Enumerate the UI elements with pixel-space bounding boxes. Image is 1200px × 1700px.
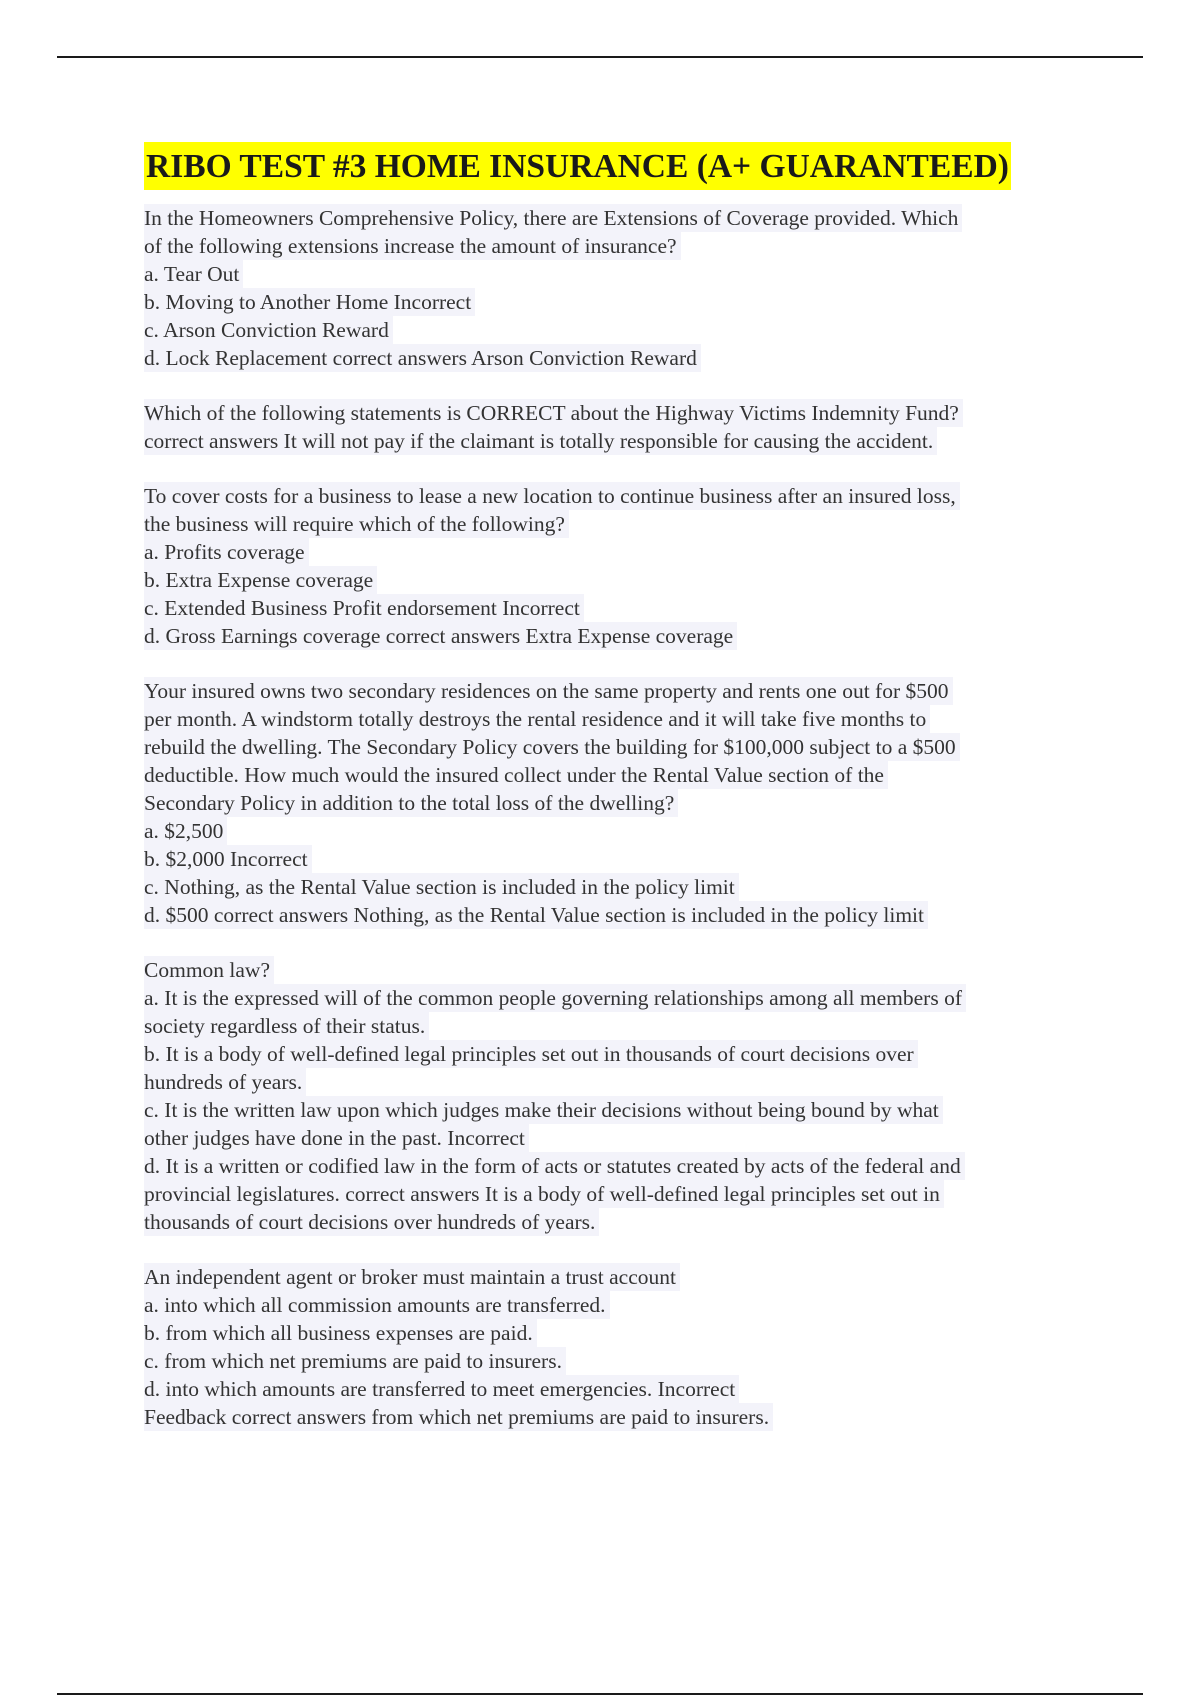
- text-line: the business will require which of the following?: [144, 510, 569, 538]
- text-line: a. into which all commission amounts are transferred.: [144, 1291, 610, 1319]
- text-line: deductible. How much would the insured collect under the Rental Value section of the: [144, 761, 888, 789]
- text-line: rebuild the dwelling. The Secondary Policy covers the building for $100,000 subject to a $500: [144, 733, 960, 761]
- text-line: To cover costs for a business to lease a new location to continue business after an insured loss,: [144, 482, 960, 510]
- text-line: In the Homeowners Comprehensive Policy, there are Extensions of Coverage provided. Which: [144, 204, 962, 232]
- text-line: Common law?: [144, 956, 274, 984]
- text-line: a. $2,500: [144, 817, 227, 845]
- text-line: b. from which all business expenses are paid.: [144, 1319, 537, 1347]
- text-line: a. It is the expressed will of the common people governing relationships among all members of: [144, 984, 966, 1012]
- text-line: An independent agent or broker must maintain a trust account: [144, 1263, 680, 1291]
- text-line: c. from which net premiums are paid to insurers.: [144, 1347, 566, 1375]
- question-block: [144, 677, 1084, 929]
- question-block: [144, 399, 1084, 455]
- question-block: [144, 204, 1084, 372]
- text-line: Your insured owns two secondary residences on the same property and rents one out for $500: [144, 677, 953, 705]
- text-line: per month. A windstorm totally destroys the rental residence and it will take five months to: [144, 705, 930, 733]
- top-rule: [57, 56, 1143, 58]
- question-list: [144, 204, 1084, 1431]
- text-line: c. Nothing, as the Rental Value section is included in the policy limit: [144, 873, 739, 901]
- text-line: b. $2,000 Incorrect: [144, 845, 312, 873]
- document-title: RIBO TEST #3 HOME INSURANCE (A+ GUARANTEED): [144, 142, 1011, 190]
- text-line: hundreds of years.: [144, 1068, 306, 1096]
- text-line: d. Gross Earnings coverage correct answers Extra Expense coverage: [144, 622, 737, 650]
- question-block: [144, 482, 1084, 650]
- text-line: correct answers It will not pay if the claimant is totally responsible for causing the accident.: [144, 427, 937, 455]
- text-line: d. It is a written or codified law in the form of acts or statutes created by acts of the federal and: [144, 1152, 965, 1180]
- page-content: [144, 142, 1084, 1458]
- text-line: Which of the following statements is CORRECT about the Highway Victims Indemnity Fund?: [144, 399, 963, 427]
- text-line: c. Extended Business Profit endorsement Incorrect: [144, 594, 584, 622]
- text-line: of the following extensions increase the amount of insurance?: [144, 232, 681, 260]
- text-line: Feedback correct answers from which net premiums are paid to insurers.: [144, 1403, 773, 1431]
- text-line: b. It is a body of well-defined legal principles set out in thousands of court decisions over: [144, 1040, 918, 1068]
- bottom-rule: [57, 1693, 1143, 1695]
- text-line: d. into which amounts are transferred to meet emergencies. Incorrect: [144, 1375, 739, 1403]
- text-line: provincial legislatures. correct answers It is a body of well-defined legal principles set out in: [144, 1180, 944, 1208]
- text-line: thousands of court decisions over hundreds of years.: [144, 1208, 599, 1236]
- text-line: c. It is the written law upon which judges make their decisions without being bound by what: [144, 1096, 943, 1124]
- text-line: a. Profits coverage: [144, 538, 309, 566]
- text-line: d. $500 correct answers Nothing, as the Rental Value section is included in the policy limit: [144, 901, 928, 929]
- text-line: b. Moving to Another Home Incorrect: [144, 288, 475, 316]
- text-line: b. Extra Expense coverage: [144, 566, 377, 594]
- text-line: d. Lock Replacement correct answers Arson Conviction Reward: [144, 344, 701, 372]
- text-line: society regardless of their status.: [144, 1012, 429, 1040]
- question-block: [144, 956, 1084, 1236]
- text-line: a. Tear Out: [144, 260, 243, 288]
- text-line: other judges have done in the past. Incorrect: [144, 1124, 529, 1152]
- text-line: Secondary Policy in addition to the total loss of the dwelling?: [144, 789, 678, 817]
- text-line: c. Arson Conviction Reward: [144, 316, 393, 344]
- question-block: [144, 1263, 1084, 1431]
